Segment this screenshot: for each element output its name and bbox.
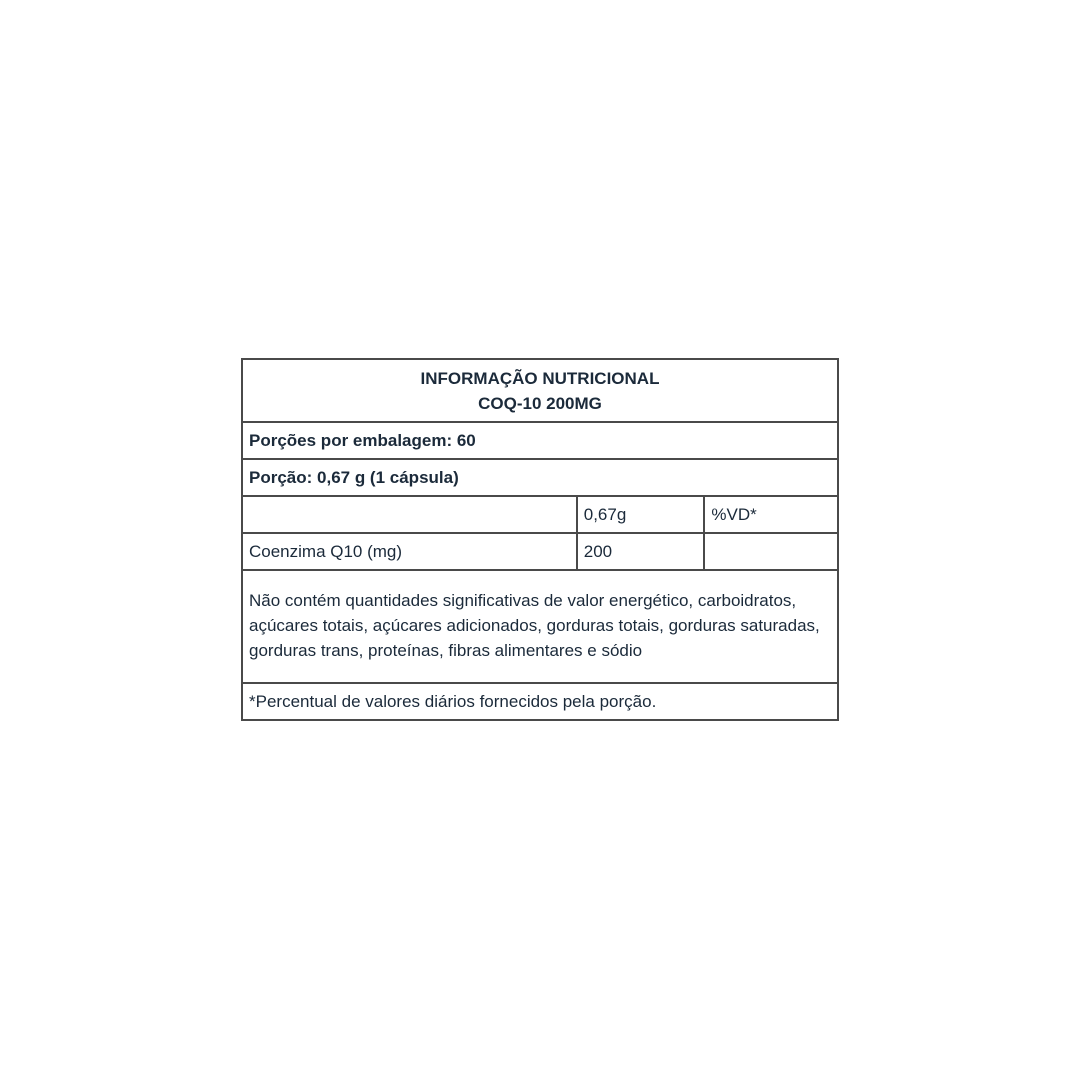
serving-size-row bbox=[242, 459, 838, 496]
nutrient-amount-cell: 200 bbox=[577, 533, 705, 570]
title-line-2: COQ-10 200MG bbox=[478, 393, 602, 413]
daily-value-footnote: *Percentual de valores diários fornecidos pela porção. bbox=[242, 683, 838, 720]
serving-size: Porção: 0,67 g (1 cápsula) bbox=[242, 459, 838, 496]
servings-row bbox=[242, 422, 838, 459]
title-line-1: INFORMAÇÃO NUTRICIONAL bbox=[420, 368, 660, 388]
nutrition-facts-table bbox=[241, 358, 839, 721]
header-name-cell bbox=[242, 496, 577, 533]
insignificant-amounts-note: Não contém quantidades significativas de valor energético, carboidratos, açúcares totais, açúcares adicionados, gorduras totais, gorduras saturadas, gorduras trans, proteínas, fibras alimentares e sódio bbox=[242, 570, 838, 683]
header-vd-cell: %VD* bbox=[704, 496, 838, 533]
title-row bbox=[242, 359, 838, 422]
header-amount-cell: 0,67g bbox=[577, 496, 705, 533]
table-row bbox=[242, 533, 838, 570]
footnote-row bbox=[242, 683, 838, 720]
servings-per-package: Porções por embalagem: 60 bbox=[242, 422, 838, 459]
table-title bbox=[242, 359, 838, 422]
nutrient-name-cell: Coenzima Q10 (mg) bbox=[242, 533, 577, 570]
note-row bbox=[242, 570, 838, 683]
column-header-row bbox=[242, 496, 838, 533]
nutrient-vd-cell bbox=[704, 533, 838, 570]
